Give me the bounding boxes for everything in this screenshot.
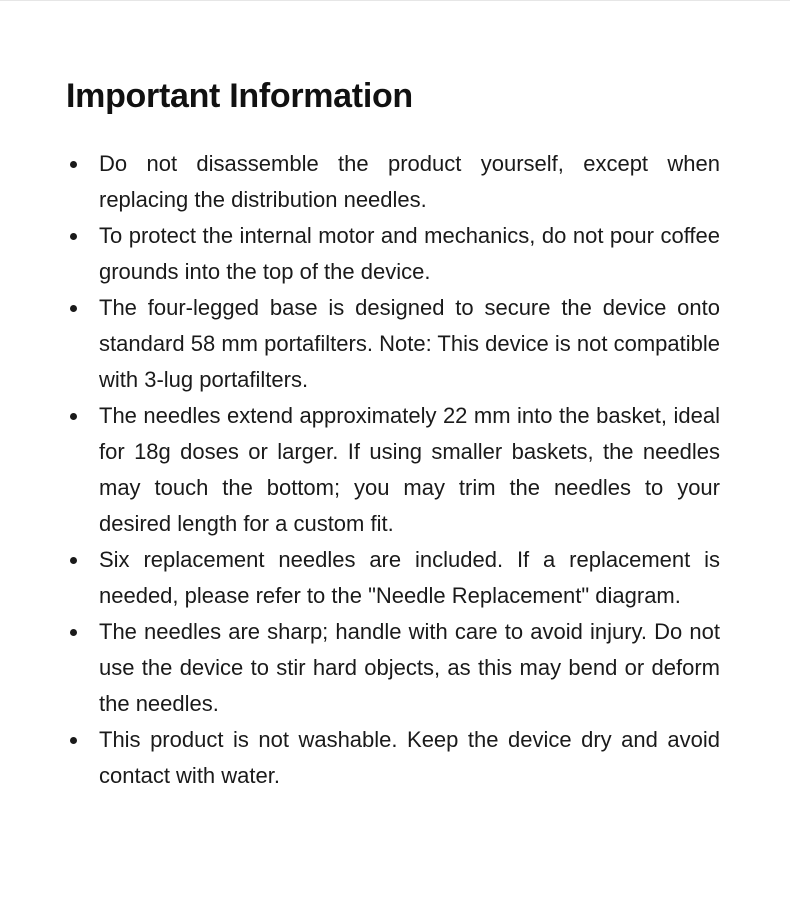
list-item-text: This product is not washable. Keep the device dry and avoid contact with water. xyxy=(99,727,720,788)
list-item xyxy=(66,146,720,218)
top-divider xyxy=(0,0,790,1)
information-section xyxy=(66,74,720,788)
list-item-text: Do not disassemble the product yourself, except when replacing the distribution needles. xyxy=(99,151,720,212)
list-item xyxy=(66,614,720,722)
bullet-icon xyxy=(70,233,77,240)
list-item-text: Six replacement needles are included. If a replacement is needed, please refer to the "Needle Replacement" diagram. xyxy=(99,547,720,608)
bullet-list xyxy=(66,146,720,794)
bullet-icon xyxy=(70,305,77,312)
list-item xyxy=(66,542,720,614)
bullet-icon xyxy=(70,161,77,168)
list-item-text: The four-legged base is designed to secure the device onto standard 58 mm portafilters. Note: This device is not compatible with 3-lug portafilters. xyxy=(99,295,720,392)
list-item-text: The needles extend approximately 22 mm into the basket, ideal for 18g doses or larger. If using smaller baskets, the needles may touch the bottom; you may trim the needles to your desired length for a custom fit. xyxy=(99,403,720,536)
list-item-text: To protect the internal motor and mechanics, do not pour coffee grounds into the top of the device. xyxy=(99,223,720,284)
list-item xyxy=(66,218,720,290)
list-item xyxy=(66,290,720,398)
page-title: Important Information xyxy=(66,77,413,115)
bullet-icon xyxy=(70,413,77,420)
bullet-icon xyxy=(70,737,77,744)
bullet-icon xyxy=(70,557,77,564)
list-item xyxy=(66,398,720,542)
list-item xyxy=(66,722,720,794)
list-item-text: The needles are sharp; handle with care to avoid injury. Do not use the device to stir hard objects, as this may bend or deform the needles. xyxy=(99,619,720,716)
bullet-icon xyxy=(70,629,77,636)
